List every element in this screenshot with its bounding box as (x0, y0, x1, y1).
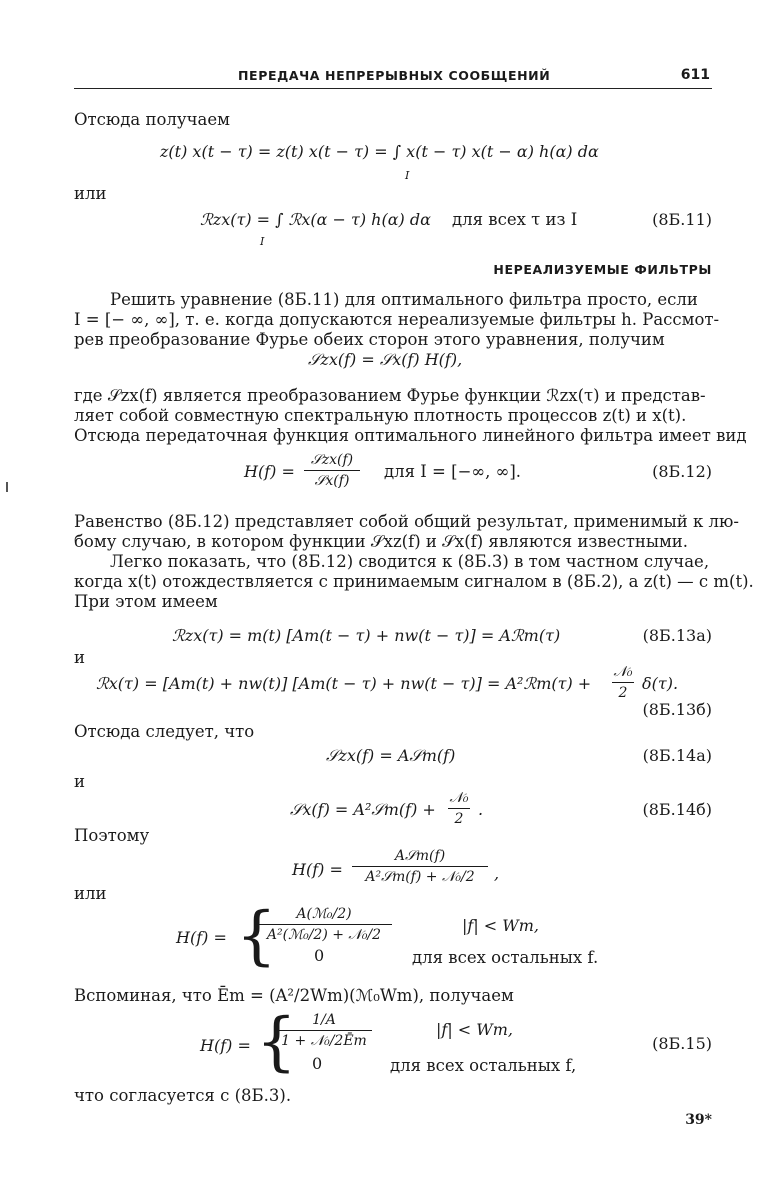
fraction (276, 1012, 372, 1049)
equation-lhs: H(f) = (176, 928, 227, 947)
text-line: или (74, 184, 107, 203)
text-line: Вспоминая, что Ēm = (A²/2Wm)(ℳ₀Wm), получаем (74, 986, 514, 1005)
equation: ℛx(τ) = [Am(t) + nw(t)] [Am(t − τ) + nw(t − τ)] = A²ℛm(τ) + (96, 674, 592, 693)
equation-number: (8Б.14а) (642, 746, 712, 765)
equation: z(t) x(t − τ) = z(t) x(t − τ) = ∫ x(t − τ) x(t − α) h(α) dα (160, 142, 599, 161)
equation: 𝒮x(f) = A²𝒮m(f) + (290, 800, 436, 819)
left-brace: { (256, 1005, 297, 1079)
text-line: что согласуется с (8Б.3). (74, 1086, 292, 1105)
fraction-numerator: 𝒩₀ (449, 790, 469, 806)
text-line: I = [− ∞, ∞], т. е. когда допускаются нереализуемые фильтры h. Рассмот- (74, 310, 720, 329)
fraction-denominator: 2 (454, 811, 464, 827)
text-line: и (74, 648, 85, 667)
text-line: Отсюда следует, что (74, 722, 255, 741)
condition-text: для всех остальных f. (412, 948, 599, 967)
equation-number: (8Б.15) (652, 1034, 712, 1053)
equation-tail: , (494, 864, 500, 883)
equation-tail: δ(τ). (642, 674, 679, 693)
text-line: Отсюда передаточная функция оптимального линейного фильтра имеет вид (74, 426, 747, 445)
fraction-numerator: 𝒮zx(f) (310, 452, 354, 468)
fraction-denominator: A²(ℳ₀/2) + 𝒩₀/2 (266, 927, 382, 943)
fraction-numerator: A𝒮m(f) (394, 848, 446, 864)
fraction (304, 452, 360, 489)
fraction-numerator: A(ℳ₀/2) (296, 906, 352, 922)
equation-lhs: H(f) = (200, 1036, 251, 1055)
text-line: и (74, 772, 85, 791)
equation: ℛzx(τ) = m(t) [Am(t − τ) + nw(t − τ)] = Aℛm(τ) (172, 626, 561, 645)
fraction (448, 790, 470, 827)
text-line: когда x(t) отождествляется с принимаемым сигналом в (8Б.2), а z(t) — с m(t). (74, 572, 754, 591)
text-line: Решить уравнение (8Б.11) для оптимального фильтра просто, если (110, 290, 698, 309)
page-number: 611 (680, 67, 710, 83)
integral-limit: I (405, 169, 410, 182)
margin-mark (6, 482, 8, 492)
equation: 𝒮zx(f) = A𝒮m(f) (326, 746, 456, 765)
fraction-bar (304, 470, 360, 471)
equation-number: (8Б.12) (652, 462, 712, 481)
condition-text: для всех остальных f, (390, 1056, 577, 1075)
condition: |f| < Wm, (436, 1020, 513, 1039)
fraction (612, 664, 634, 701)
fraction-denominator: 1 + 𝒩₀/2Ēm (281, 1033, 367, 1049)
equation-number: (8Б.13б) (642, 700, 712, 719)
text-line: бому случаю, в котором функции 𝒮xz(f) и 𝒮x(f) являются известными. (74, 532, 689, 551)
equation-lhs: H(f) = (292, 860, 343, 879)
equation-tail: . (478, 800, 484, 819)
text-line: или (74, 884, 107, 903)
fraction-numerator: 1/A (312, 1012, 336, 1028)
text-line: Поэтому (74, 826, 150, 845)
fraction-bar (256, 924, 392, 925)
integral-limit: I (260, 235, 265, 248)
text-line: Равенство (8Б.12) представляет собой общий результат, применимый к лю- (74, 512, 739, 531)
equation-lhs: H(f) = (244, 462, 295, 481)
fraction-denominator: 𝒮x(f) (314, 473, 350, 489)
fraction-denominator: 2 (618, 685, 628, 701)
text-line: где 𝒮zx(f) является преобразованием Фурье функции ℛzx(τ) и представ- (74, 386, 706, 405)
section-heading: НЕРЕАЛИЗУЕМЫЕ ФИЛЬТРЫ (493, 262, 712, 277)
fraction (352, 848, 488, 885)
running-title: ПЕРЕДАЧА НЕПРЕРЫВНЫХ СООБЩЕНИЙ (238, 68, 551, 83)
fraction-numerator: 𝒩₀ (613, 664, 633, 680)
text-line: для всех τ из I (452, 210, 578, 229)
text-line: ляет собой совместную спектральную плотность процессов z(t) и x(t). (74, 406, 687, 425)
equation-number: (8Б.14б) (642, 800, 712, 819)
zero-value: 0 (314, 946, 325, 965)
text-line: Отсюда получаем (74, 110, 230, 129)
fraction-denominator: A²𝒮m(f) + 𝒩₀/2 (365, 869, 475, 885)
text-line: рев преобразование Фурье обеих сторон этого уравнения, получим (74, 330, 665, 349)
fraction-bar (448, 808, 470, 809)
fraction-bar (612, 682, 634, 683)
text-line: Легко показать, что (8Б.12) сводится к (8Б.3) в том частном случае, (110, 552, 710, 571)
fraction (256, 906, 392, 943)
fraction-bar (352, 866, 488, 867)
left-brace: { (236, 899, 277, 973)
equation-number: (8Б.11) (652, 210, 712, 229)
condition: |f| < Wm, (462, 916, 539, 935)
equation: ℛzx(τ) = ∫ ℛx(α − τ) h(α) dα (200, 210, 431, 229)
running-header (74, 66, 712, 89)
signature-mark: 39* (685, 1112, 712, 1128)
text-line: При этом имеем (74, 592, 218, 611)
zero-value: 0 (312, 1054, 323, 1073)
text-line: для I = [−∞, ∞]. (384, 462, 522, 481)
equation-number: (8Б.13а) (642, 626, 712, 645)
equation: 𝒮zx(f) = 𝒮x(f) H(f), (308, 350, 463, 369)
fraction-bar (276, 1030, 372, 1031)
